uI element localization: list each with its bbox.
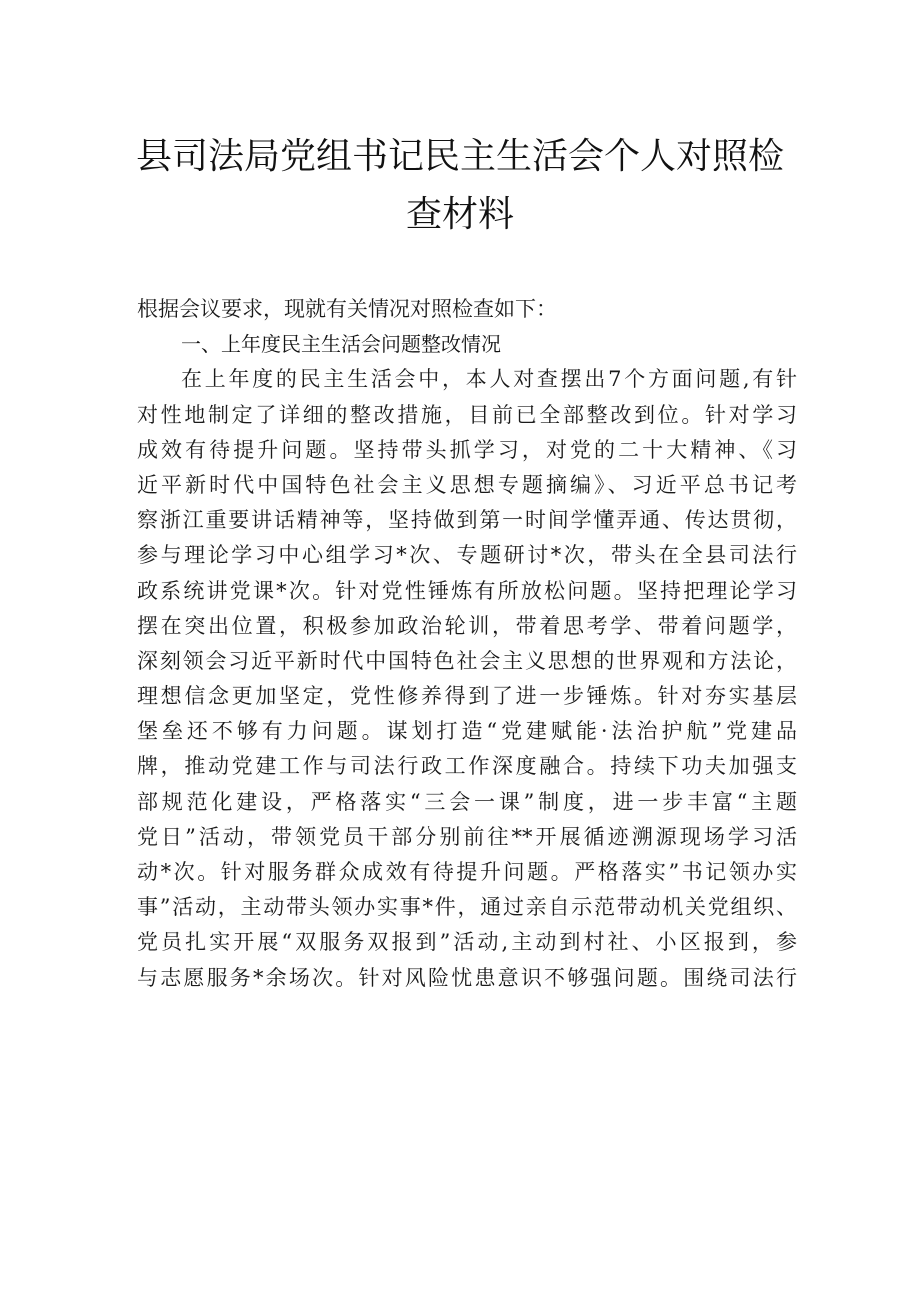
- paragraph-line: 党日”活动，带领党员干部分别前往**开展循迹溯源现场学习活: [137, 824, 797, 849]
- paragraph-line: 理想信念更加坚定，党性修养得到了进一步锤炼。针对夯实基层: [137, 684, 797, 709]
- document-body: [137, 292, 797, 996]
- paragraph-line: 近平新时代中国特色社会主义思想专题摘编》、习近平总书记考: [137, 472, 797, 497]
- paragraph: [137, 362, 797, 995]
- paragraph-line: 在上年度的民主生活会中，本人对查摆出7个方面问题,有针: [181, 367, 797, 392]
- paragraph-line: 深刻领会习近平新时代中国特色社会主义思想的世界观和方法论，: [137, 648, 797, 673]
- paragraph-line: 政系统讲党课*次。针对党性锤炼有所放松问题。坚持把理论学习: [137, 578, 797, 603]
- paragraph-line: 党员扎实开展“双服务双报到”活动,主动到村社、小区报到，参: [137, 930, 797, 955]
- intro-text: 根据会议要求，现就有关情况对照检查如下：: [137, 297, 557, 321]
- paragraph-line: 动*次。针对服务群众成效有待提升问题。严格落实”书记领办实: [137, 860, 797, 884]
- paragraph-line: 察浙江重要讲话精神等，坚持做到第一时间学懂弄通、传达贯彻，: [137, 508, 797, 533]
- paragraph-line: 事”活动，主动带头领办实事*件，通过亲自示范带动机关党组织、: [137, 895, 797, 920]
- section-heading: 一、上年度民主生活会问题整改情况: [181, 332, 501, 357]
- paragraph-line: 对性地制定了详细的整改措施，目前已全部整改到位。针对学习: [137, 402, 797, 427]
- paragraph-line: 部规范化建设，严格落实“三会一课”制度，进一步丰富“主题: [137, 789, 797, 814]
- paragraph-line: 与志愿服务*余场次。针对风险忧患意识不够强问题。围绕司法行: [137, 965, 797, 990]
- title-line-2: 查材料: [405, 194, 514, 235]
- paragraph-line: 堡垒还不够有力问题。谋划打造“党建赋能·法治护航”党建品: [137, 719, 797, 744]
- paragraph-line: 成效有待提升问题。坚持带头抓学习，对党的二十大精神、《习: [137, 437, 797, 462]
- paragraph-line: 参与理论学习中心组学习*次、专题研讨*次，带头在全县司法行: [137, 543, 797, 568]
- paragraph-line: 牌，推动党建工作与司法行政工作深度融合。持续下功夫加强支: [137, 754, 797, 779]
- document-title: [120, 128, 800, 244]
- paragraph-line: 摆在突出位置，积极参加政治轮训，带着思考学、带着问题学，: [137, 613, 797, 638]
- title-line-1: 县司法局党组书记民主生活会个人对照检: [135, 136, 784, 177]
